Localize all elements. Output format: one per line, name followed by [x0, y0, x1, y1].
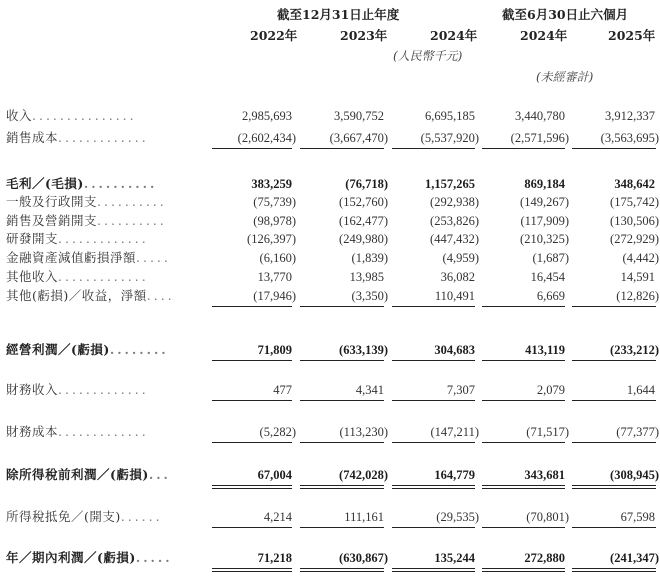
value-2024: 110,491 [434, 289, 475, 303]
row-label: 除所得稅前利潤／(虧損)... [6, 467, 171, 482]
subtotal-underline [482, 400, 565, 401]
value-h1-2024: 413,119 [525, 343, 565, 357]
value-2023: (76,718) [345, 177, 388, 191]
value-h1-2024: 3,440,780 [515, 109, 565, 123]
subtotal-underline [482, 360, 565, 361]
value-h1-2025: (308,945) [610, 468, 659, 482]
value-h1-2024: 2,079 [536, 383, 565, 397]
subtotal-underline [572, 306, 656, 307]
value-2022: (75,739) [253, 195, 296, 209]
total-double-underline [392, 568, 475, 572]
value-2024: (292,938) [430, 195, 479, 209]
value-h1-2024: 6,669 [536, 289, 565, 303]
subtotal-underline [392, 148, 475, 149]
row-label: 毛利／(毛損).......... [6, 176, 158, 191]
value-h1-2024: (70,801) [526, 510, 569, 524]
subtotal-underline [482, 527, 565, 528]
value-h1-2024: 272,880 [524, 551, 565, 565]
value-h1-2024: (2,571,596) [510, 131, 569, 145]
subtotal-underline [212, 400, 292, 401]
value-2023: (3,667,470) [329, 131, 388, 145]
subtotal-underline [300, 442, 384, 443]
subtotal-underline [300, 360, 384, 361]
header-year-2022: 2022年 [250, 28, 298, 43]
row-label: 一般及行政開支.......... [6, 194, 167, 209]
value-2022: 67,004 [257, 468, 292, 482]
value-2023: 3,590,752 [334, 109, 384, 123]
value-2024: 164,779 [434, 468, 475, 482]
table-row-profit-before-tax [0, 466, 660, 484]
value-h1-2025: 3,912,337 [605, 109, 655, 123]
row-label: 收入............... [6, 108, 137, 123]
value-h1-2025: 67,598 [620, 510, 655, 524]
total-double-underline [212, 568, 292, 572]
value-2024: (5,537,920) [420, 131, 479, 145]
value-2023: (152,760) [339, 195, 388, 209]
value-2023: (742,028) [339, 468, 388, 482]
value-2024: 7,307 [446, 383, 475, 397]
row-label: 財務成本............. [6, 424, 149, 439]
header-year-2024: 2024年 [430, 28, 478, 43]
row-label: 經營利潤／(虧損)........ [6, 342, 169, 357]
value-h1-2024: (1,687) [532, 251, 569, 265]
value-2022: (126,397) [247, 232, 296, 246]
value-2022: 2,985,693 [242, 109, 292, 123]
value-h1-2025: (175,742) [610, 195, 659, 209]
subtotal-underline [392, 400, 475, 401]
value-2022: 71,218 [257, 551, 292, 565]
value-h1-2025: (241,347) [610, 551, 659, 565]
value-2024: (253,826) [430, 214, 479, 228]
subtotal-underline [300, 306, 384, 307]
value-2023: 111,161 [344, 510, 384, 524]
row-label: 財務收入............. [6, 382, 149, 397]
value-h1-2025: 1,644 [626, 383, 655, 397]
header-year-2023: 2023年 [340, 28, 388, 43]
row-label: 研發開支............. [6, 231, 149, 246]
value-h1-2024: 343,681 [524, 468, 565, 482]
value-2022: 4,214 [263, 510, 292, 524]
subtotal-underline [300, 400, 384, 401]
row-label: 金融資產減值虧損淨額..... [6, 250, 171, 265]
value-h1-2024: (71,517) [526, 425, 569, 439]
row-label: 其他(虧損)／收益，淨額.... [6, 288, 175, 303]
table-row-income-tax [0, 508, 660, 526]
header-interim-period: 截至6月30日止六個月 [502, 7, 629, 22]
value-2024: (4,959) [442, 251, 479, 265]
value-2023: 4,341 [355, 383, 384, 397]
value-h1-2024: (149,267) [520, 195, 569, 209]
value-h1-2025: (77,377) [616, 425, 659, 439]
subtotal-underline [212, 148, 292, 149]
value-2023: (633,139) [339, 343, 388, 357]
value-2024: (447,432) [430, 232, 479, 246]
value-h1-2025: (4,442) [622, 251, 659, 265]
subtotal-underline [572, 527, 656, 528]
table-row-operating-profit [0, 341, 660, 359]
table-row-finance-costs [0, 423, 660, 441]
total-double-underline [572, 568, 656, 572]
table-row-revenue [0, 107, 660, 125]
total-double-underline [392, 485, 475, 489]
subtotal-underline [392, 527, 475, 528]
value-2022: (98,978) [253, 214, 296, 228]
value-2024: (29,535) [436, 510, 479, 524]
subtotal-underline [482, 442, 565, 443]
subtotal-underline [572, 148, 656, 149]
subtotal-underline [212, 306, 292, 307]
value-2023: (162,477) [339, 214, 388, 228]
value-h1-2025: 14,591 [620, 270, 655, 284]
value-2022: (17,946) [253, 289, 296, 303]
table-row-gross-profit [0, 175, 660, 193]
value-2023: 13,985 [349, 270, 384, 284]
total-double-underline [482, 568, 565, 572]
subtotal-underline [392, 442, 475, 443]
table-row-cost-of-sales [0, 129, 660, 147]
subtotal-underline [300, 527, 384, 528]
total-double-underline [572, 485, 656, 489]
subtotal-underline [212, 527, 292, 528]
row-label: 所得稅抵免／(開支)...... [6, 509, 163, 524]
table-row-impairment-losses [0, 249, 660, 267]
header-interim-2024: 2024年 [520, 28, 568, 43]
value-2023: (3,350) [351, 289, 388, 303]
value-2024: 304,683 [434, 343, 475, 357]
subtotal-underline [212, 442, 292, 443]
value-2022: 477 [273, 383, 292, 397]
value-h1-2024: 869,184 [524, 177, 565, 191]
value-h1-2024: (117,909) [520, 214, 569, 228]
value-h1-2025: 348,642 [614, 177, 655, 191]
value-2024: 6,695,185 [425, 109, 475, 123]
value-2022: 383,259 [251, 177, 292, 191]
table-row-net-profit [0, 549, 660, 567]
value-h1-2025: (233,212) [610, 343, 659, 357]
value-2022: (5,282) [259, 425, 296, 439]
total-double-underline [482, 485, 565, 489]
total-double-underline [300, 485, 384, 489]
unaudited-note: (未經審計) [536, 70, 594, 84]
value-2024: (147,211) [430, 425, 479, 439]
header-annual-period: 截至12月31日止年度 [277, 7, 400, 22]
subtotal-underline [482, 306, 565, 307]
value-h1-2025: (12,826) [616, 289, 659, 303]
row-label: 年／期內利潤／(虧損)..... [6, 550, 173, 565]
value-2022: (2,602,434) [237, 131, 296, 145]
value-2023: (249,980) [339, 232, 388, 246]
subtotal-underline [392, 306, 475, 307]
row-label: 銷售及營銷開支.......... [6, 213, 167, 228]
row-label: 其他收入............. [6, 269, 149, 284]
subtotal-underline [212, 360, 292, 361]
value-2024: 1,157,265 [425, 177, 475, 191]
table-row-other-gains-losses [0, 287, 660, 305]
subtotal-underline [392, 360, 475, 361]
value-h1-2024: 16,454 [530, 270, 565, 284]
value-2022: 71,809 [257, 343, 292, 357]
value-2023: (1,839) [351, 251, 388, 265]
value-h1-2025: (272,929) [610, 232, 659, 246]
total-double-underline [212, 485, 292, 489]
value-2023: (630,867) [339, 551, 388, 565]
value-2022: (6,160) [259, 251, 296, 265]
value-h1-2024: (210,325) [520, 232, 569, 246]
header-interim-2025: 2025年 [608, 28, 656, 43]
value-2024: 135,244 [434, 551, 475, 565]
subtotal-underline [572, 442, 656, 443]
table-row-other-income [0, 268, 660, 286]
table-row-finance-income [0, 381, 660, 399]
value-2024: 36,082 [440, 270, 475, 284]
row-label: 銷售成本............. [6, 130, 149, 145]
subtotal-underline [572, 400, 656, 401]
currency-unit-note: (人民幣千元) [393, 49, 463, 63]
value-h1-2025: (130,506) [610, 214, 659, 228]
table-row-admin-expenses [0, 193, 660, 211]
subtotal-underline [572, 360, 656, 361]
subtotal-underline [482, 148, 565, 149]
table-row-selling-expenses [0, 212, 660, 230]
total-double-underline [300, 568, 384, 572]
subtotal-underline [300, 148, 384, 149]
value-2023: (113,230) [339, 425, 388, 439]
table-row-rd-expenses [0, 230, 660, 248]
value-2022: 13,770 [257, 270, 292, 284]
value-h1-2025: (3,563,695) [600, 131, 659, 145]
